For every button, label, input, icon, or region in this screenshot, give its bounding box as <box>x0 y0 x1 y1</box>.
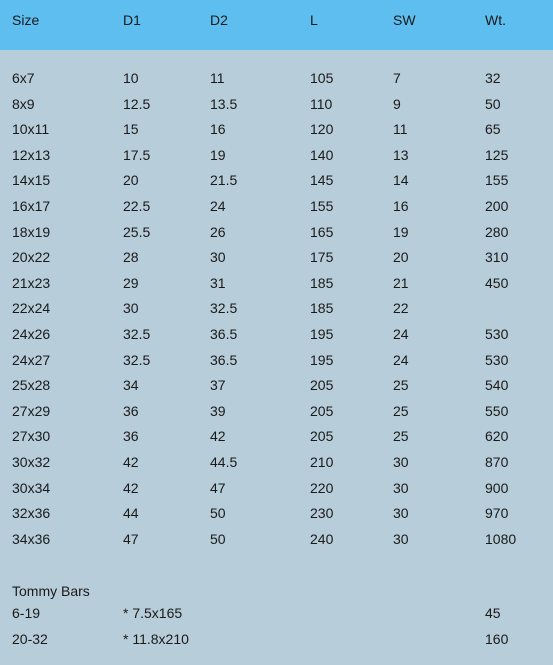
cell-sw: 30 <box>393 479 409 496</box>
cell-sw: 20 <box>393 249 409 266</box>
cell-wt: 530 <box>485 351 509 368</box>
cell-d1: 25.5 <box>123 223 151 240</box>
cell-d1: 22.5 <box>123 198 151 214</box>
header-size: Size <box>12 12 40 28</box>
cell-wt: 870 <box>485 454 509 470</box>
cell-d1: 36 <box>123 402 139 419</box>
header-sw: SW <box>393 12 416 28</box>
cell-d2: 32.5 <box>210 300 238 317</box>
cell-wt: 550 <box>485 402 509 419</box>
cell-d1: 20 <box>123 172 139 189</box>
cell-d2: 42 <box>210 428 226 445</box>
cell-d1: 30 <box>123 300 139 317</box>
cell-d2: 47 <box>210 479 226 496</box>
cell-size: 8x9 <box>12 95 35 112</box>
table-row <box>0 223 553 248</box>
cell-d2: 36.5 <box>210 351 238 368</box>
table-row <box>0 69 553 94</box>
tommy-cell-wt: 45 <box>485 605 501 621</box>
table-row <box>0 325 553 350</box>
tommy-cell-spec: * 7.5x165 <box>123 605 183 621</box>
cell-size: 20x22 <box>12 249 51 266</box>
cell-wt: 310 <box>485 249 509 266</box>
cell-l: 155 <box>310 198 334 214</box>
cell-wt: 200 <box>485 198 509 214</box>
cell-sw: 13 <box>393 146 409 163</box>
cell-sw: 30 <box>393 530 409 547</box>
cell-l: 175 <box>310 249 334 266</box>
header-d1: D1 <box>123 12 141 28</box>
cell-l: 195 <box>310 326 334 342</box>
cell-l: 210 <box>310 454 334 470</box>
cell-sw: 25 <box>393 428 409 445</box>
cell-l: 205 <box>310 402 334 419</box>
cell-size: 27x29 <box>12 402 51 419</box>
table-row <box>0 248 553 273</box>
cell-d1: 42 <box>123 454 139 470</box>
cell-wt: 155 <box>485 172 509 189</box>
cell-d2: 30 <box>210 249 226 266</box>
cell-wt: 970 <box>485 505 509 522</box>
cell-sw: 25 <box>393 377 409 394</box>
tommy-bars-title: Tommy Bars <box>12 583 90 599</box>
cell-sw: 9 <box>393 95 401 112</box>
cell-d2: 39 <box>210 402 226 419</box>
cell-d1: 34 <box>123 377 139 394</box>
header-d2: D2 <box>210 12 228 28</box>
cell-size: 34x36 <box>12 530 51 547</box>
cell-l: 110 <box>310 95 333 112</box>
cell-d2: 36.5 <box>210 326 238 342</box>
cell-size: 30x34 <box>12 479 51 496</box>
table-row <box>0 299 553 324</box>
cell-l: 205 <box>310 428 334 445</box>
cell-d1: 10 <box>123 70 139 86</box>
cell-d1: 44 <box>123 505 139 522</box>
cell-d2: 11 <box>210 70 225 86</box>
cell-d2: 31 <box>210 274 226 291</box>
cell-d1: 42 <box>123 479 139 496</box>
tommy-cell-size: 6-19 <box>12 605 41 621</box>
cell-size: 32x36 <box>12 505 51 522</box>
table-row <box>0 479 553 504</box>
cell-sw: 7 <box>393 70 401 86</box>
table-header <box>0 0 553 50</box>
cell-d1: 32.5 <box>123 351 151 368</box>
table-row <box>0 171 553 196</box>
cell-size: 21x23 <box>12 274 51 291</box>
cell-d2: 19 <box>210 146 226 163</box>
cell-l: 120 <box>310 121 334 138</box>
cell-size: 27x30 <box>12 428 51 445</box>
table-row <box>0 274 553 299</box>
cell-size: 18x19 <box>12 223 51 240</box>
table-row <box>0 453 553 478</box>
cell-l: 105 <box>310 70 334 86</box>
cell-sw: 16 <box>393 198 409 214</box>
cell-wt: 450 <box>485 274 509 291</box>
cell-size: 22x24 <box>12 300 51 317</box>
cell-l: 165 <box>310 223 334 240</box>
cell-size: 24x27 <box>12 351 51 368</box>
cell-l: 140 <box>310 146 334 163</box>
cell-size: 25x28 <box>12 377 51 394</box>
header-wt: Wt. <box>485 12 506 28</box>
cell-sw: 24 <box>393 351 409 368</box>
table-row <box>0 402 553 427</box>
table-row <box>0 376 553 401</box>
cell-d2: 50 <box>210 530 226 547</box>
tommy-cell-wt: 160 <box>485 630 509 647</box>
cell-wt: 1080 <box>485 530 517 547</box>
cell-d1: 32.5 <box>123 326 151 342</box>
table-row <box>0 427 553 452</box>
cell-sw: 22 <box>393 300 409 317</box>
cell-d1: 29 <box>123 274 139 291</box>
table-row <box>0 197 553 222</box>
cell-l: 205 <box>310 377 334 394</box>
tommy-bar-row <box>0 604 553 629</box>
cell-sw: 21 <box>393 274 409 291</box>
cell-d2: 24 <box>210 198 226 214</box>
cell-sw: 30 <box>393 505 409 522</box>
cell-d2: 16 <box>210 121 226 138</box>
cell-wt: 65 <box>485 121 501 138</box>
cell-d2: 44.5 <box>210 454 238 470</box>
cell-l: 145 <box>310 172 334 189</box>
cell-wt: 50 <box>485 95 501 112</box>
table-row <box>0 146 553 171</box>
cell-wt: 540 <box>485 377 509 394</box>
cell-size: 30x32 <box>12 454 51 470</box>
cell-size: 6x7 <box>12 70 35 86</box>
cell-wt: 32 <box>485 70 501 86</box>
cell-d1: 36 <box>123 428 139 445</box>
cell-d1: 17.5 <box>123 146 151 163</box>
table-row <box>0 351 553 376</box>
cell-l: 185 <box>310 274 334 291</box>
cell-l: 230 <box>310 505 334 522</box>
cell-d2: 13.5 <box>210 95 238 112</box>
cell-d2: 26 <box>210 223 226 240</box>
table-row <box>0 530 553 555</box>
cell-l: 240 <box>310 530 334 547</box>
table-row <box>0 95 553 120</box>
table-row <box>0 120 553 145</box>
cell-size: 12x13 <box>12 146 51 163</box>
cell-sw: 14 <box>393 172 409 189</box>
cell-l: 195 <box>310 351 334 368</box>
tommy-cell-spec: * 11.8x210 <box>123 630 189 647</box>
cell-sw: 19 <box>393 223 409 240</box>
cell-d2: 37 <box>210 377 226 394</box>
cell-size: 10x11 <box>12 121 50 138</box>
cell-wt: 530 <box>485 326 509 342</box>
cell-d1: 28 <box>123 249 139 266</box>
cell-d1: 47 <box>123 530 139 547</box>
cell-size: 14x15 <box>12 172 51 189</box>
cell-d1: 15 <box>123 121 139 138</box>
cell-wt: 620 <box>485 428 509 445</box>
cell-d2: 21.5 <box>210 172 238 189</box>
cell-sw: 30 <box>393 454 409 470</box>
table-row <box>0 504 553 529</box>
header-l: L <box>310 12 318 28</box>
cell-wt: 280 <box>485 223 509 240</box>
cell-wt: 900 <box>485 479 509 496</box>
cell-sw: 24 <box>393 326 409 342</box>
cell-l: 220 <box>310 479 334 496</box>
cell-sw: 11 <box>393 121 408 138</box>
cell-d2: 50 <box>210 505 226 522</box>
cell-d1: 12.5 <box>123 95 151 112</box>
tommy-cell-size: 20-32 <box>12 630 48 647</box>
cell-l: 185 <box>310 300 334 317</box>
cell-sw: 25 <box>393 402 409 419</box>
cell-size: 16x17 <box>12 198 51 214</box>
cell-size: 24x26 <box>12 326 51 342</box>
tommy-bar-row <box>0 630 553 655</box>
cell-wt: 125 <box>485 146 509 163</box>
